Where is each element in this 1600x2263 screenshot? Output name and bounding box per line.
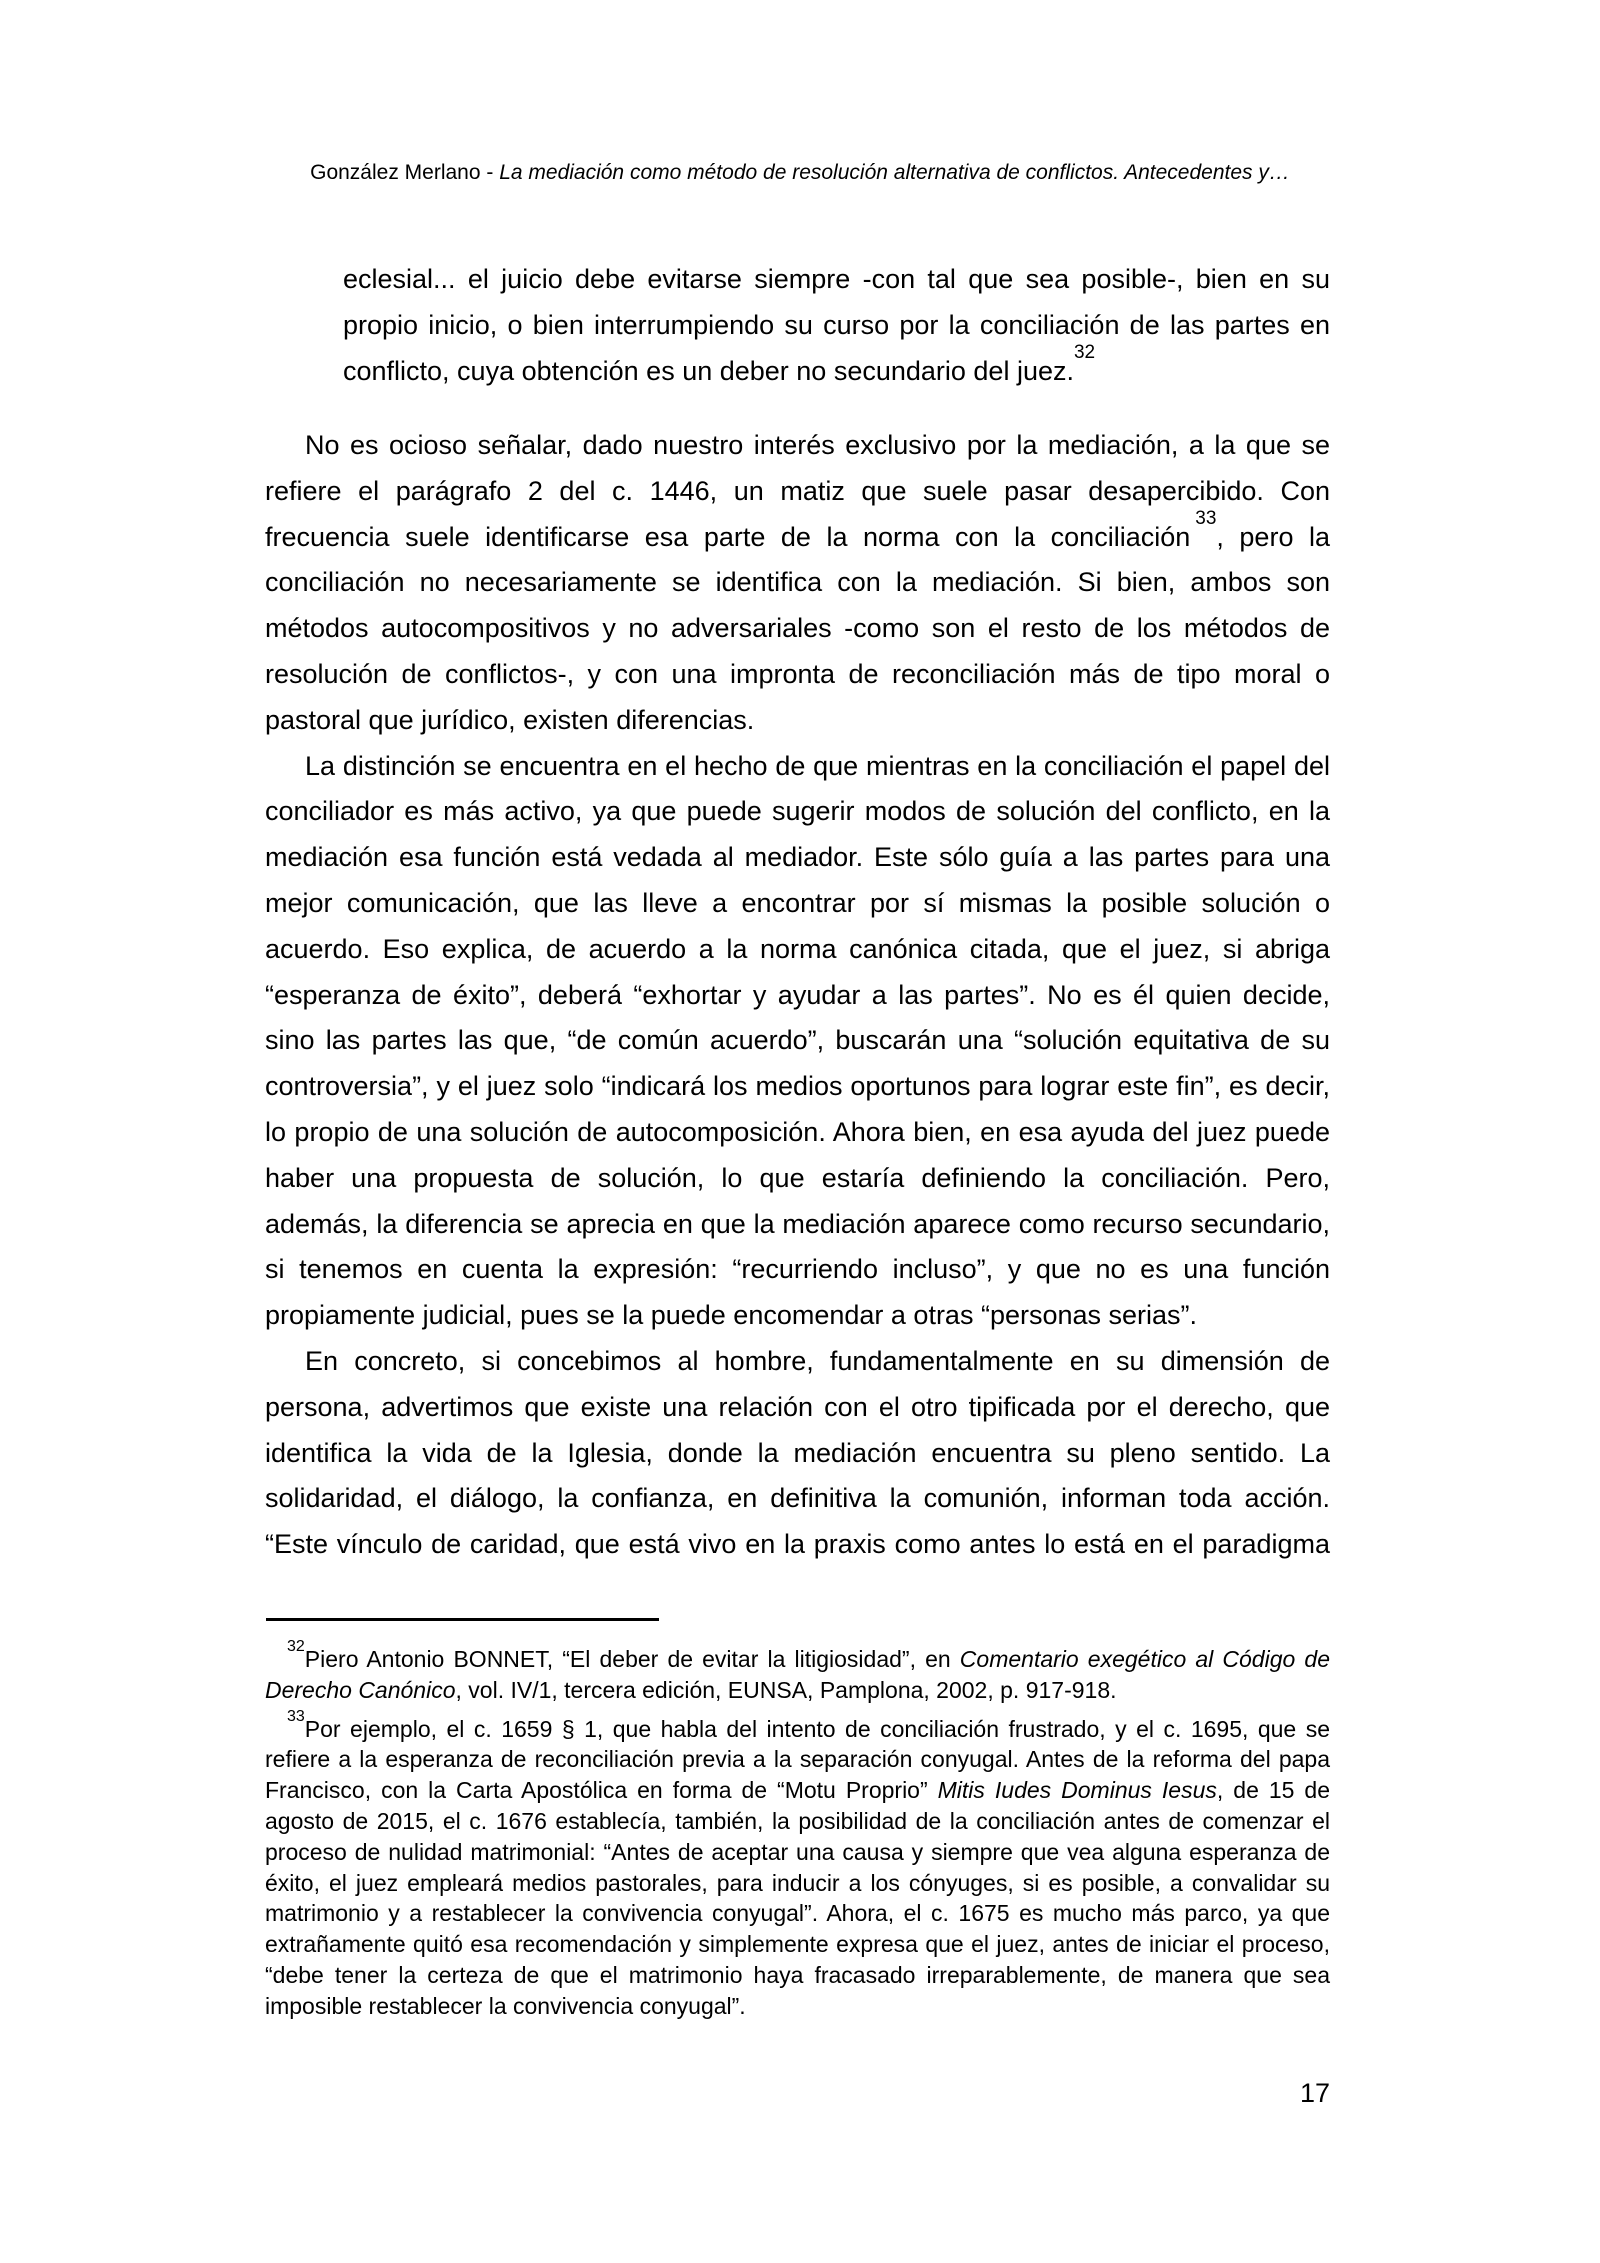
footnote-separator <box>266 1618 659 1621</box>
footnote-32-segment-2-italic: Comentario exegético al Código de Derecho Canónico <box>265 1646 1330 1703</box>
footnote-32-marker: 32 <box>287 1638 305 1656</box>
header-article-title: La mediación como método de resolución alternativa de conflictos. Antecedentes y… <box>499 161 1290 184</box>
header-author: González Merlano - <box>310 161 500 184</box>
block-quote <box>343 257 1330 394</box>
footnote-33-segment-2-italic: Mitis Iudes Dominus Iesus <box>937 1777 1217 1804</box>
page-number: 17 <box>1299 2078 1330 2108</box>
body-text <box>265 423 1330 1568</box>
paragraph-1-text-before-ref: No es ocioso señalar, dado nuestro interés exclusivo por la mediación, a la que se refiere el parágrafo 2 del c. 1446, un matiz que suele pasar desapercibido. Con frecuencia suele identificarse esa parte de la norma con la conciliación <box>265 430 1330 552</box>
footnote-33 <box>265 1707 1331 2022</box>
running-header <box>0 160 1600 186</box>
quote-text: eclesial... el juicio debe evitarse siempre -con tal que sea posible-, bien en su propio inicio, o bien interrumpiendo su curso por la conciliación de las partes en conflicto, cuya obtención es un deber no secundario del juez. <box>343 264 1330 386</box>
footnote-ref-33-inline: 33 <box>1195 507 1217 529</box>
paragraph-2: La distinción se encuentra en el hecho de que mientras en la conciliación el papel del conciliador es más activo, ya que puede sugerir modos de solución del conflicto, en la mediación esa función está vedada al mediador. Este sólo guía a las partes para una mejor comunicación, que las lleve a encontrar por sí mismas la posible solución o acuerdo. Eso explica, de acuerdo a la norma canónica citada, que el juez, si abriga “esperanza de éxito”, deberá “exhortar y ayudar a las partes”. No es él quien decide, sino las partes las que, “de común acuerdo”, buscarán una “solución equitativa de su controversia”, y el juez solo “indicará los medios oportunos para lograr este fin”, es decir, lo propio de una solución de autocomposición. Ahora bien, en esa ayuda del juez puede haber una propuesta de solución, lo que estaría definiendo la conciliación. Pero, además, la diferencia se aprecia en que la mediación aparece como recurso secundario, si tenemos en cuenta la expresión: “recurriendo incluso”, y que no es una función propiamente judicial, pues se la puede encomendar a otras “personas serias”. <box>265 750 1330 1331</box>
footnote-32-segment-3: , vol. IV/1, tercera edición, EUNSA, Pamplona, 2002, p. 917-918. <box>455 1676 1117 1703</box>
footnote-33-segment-3: , de 15 de agosto de 2015, el c. 1676 establecía, también, la posibilidad de la conciliación antes de comenzar el proceso de nulidad matrimonial: “Antes de aceptar una causa y siempre que vea alguna esperanza de éxito, el juez empleará medios pastorales, para inducir a los cónyuges, si es posible, a convalidar su matrimonio y a restablecer la convivencia conyugal”. Ahora, el c. 1675 es mucho más parco, ya que extrañamente quitó esa recomendación y simplemente expresa que el juez, antes de iniciar el proceso, “debe tener la certeza de que el matrimonio haya fracasado irreparablemente, de manera que sea imposible restablecer la convivencia conyugal”. <box>265 1777 1331 2019</box>
footnotes-section <box>265 1638 1331 2022</box>
footnote-33-segment-1: Por ejemplo, el c. 1659 § 1, que habla del intento de conciliación frustrado, y el c. 1695, que se refiere a la esperanza de reconciliación previa a la separación conyugal. Antes de la reforma del papa Francisco, con la Carta Apostólica en forma de “Motu Proprio” <box>265 1715 1330 1804</box>
footnote-ref-32-inline: 32 <box>1073 341 1096 363</box>
paragraph-3: En concreto, si concebimos al hombre, fundamentalmente en su dimensión de persona, advertimos que existe una relación con el otro tipificada por el derecho, que identifica la vida de la Iglesia, donde la mediación encuentra su pleno sentido. La solidaridad, el diálogo, la confianza, en definitiva la comunión, informan toda acción. “Este vínculo de caridad, que está vivo en la praxis como antes lo está en el paradigma <box>265 1345 1330 1560</box>
paragraph-1 <box>265 423 1330 744</box>
footnote-32 <box>265 1638 1330 1706</box>
footnote-32-segment-1: Piero Antonio BONNET, “El deber de evitar la litigiosidad”, en <box>304 1646 960 1672</box>
footnote-33-marker: 33 <box>287 1707 305 1725</box>
paragraph-1-text-after-ref: , pero la conciliación no necesariamente se identifica con la mediación. Si bien, ambos son métodos autocompositivos y no adversariales -como son el resto de los métodos de resolución de conflictos-, y con una impronta de reconciliación más de tipo moral o pastoral que jurídico, existen diferencias. <box>265 521 1331 735</box>
